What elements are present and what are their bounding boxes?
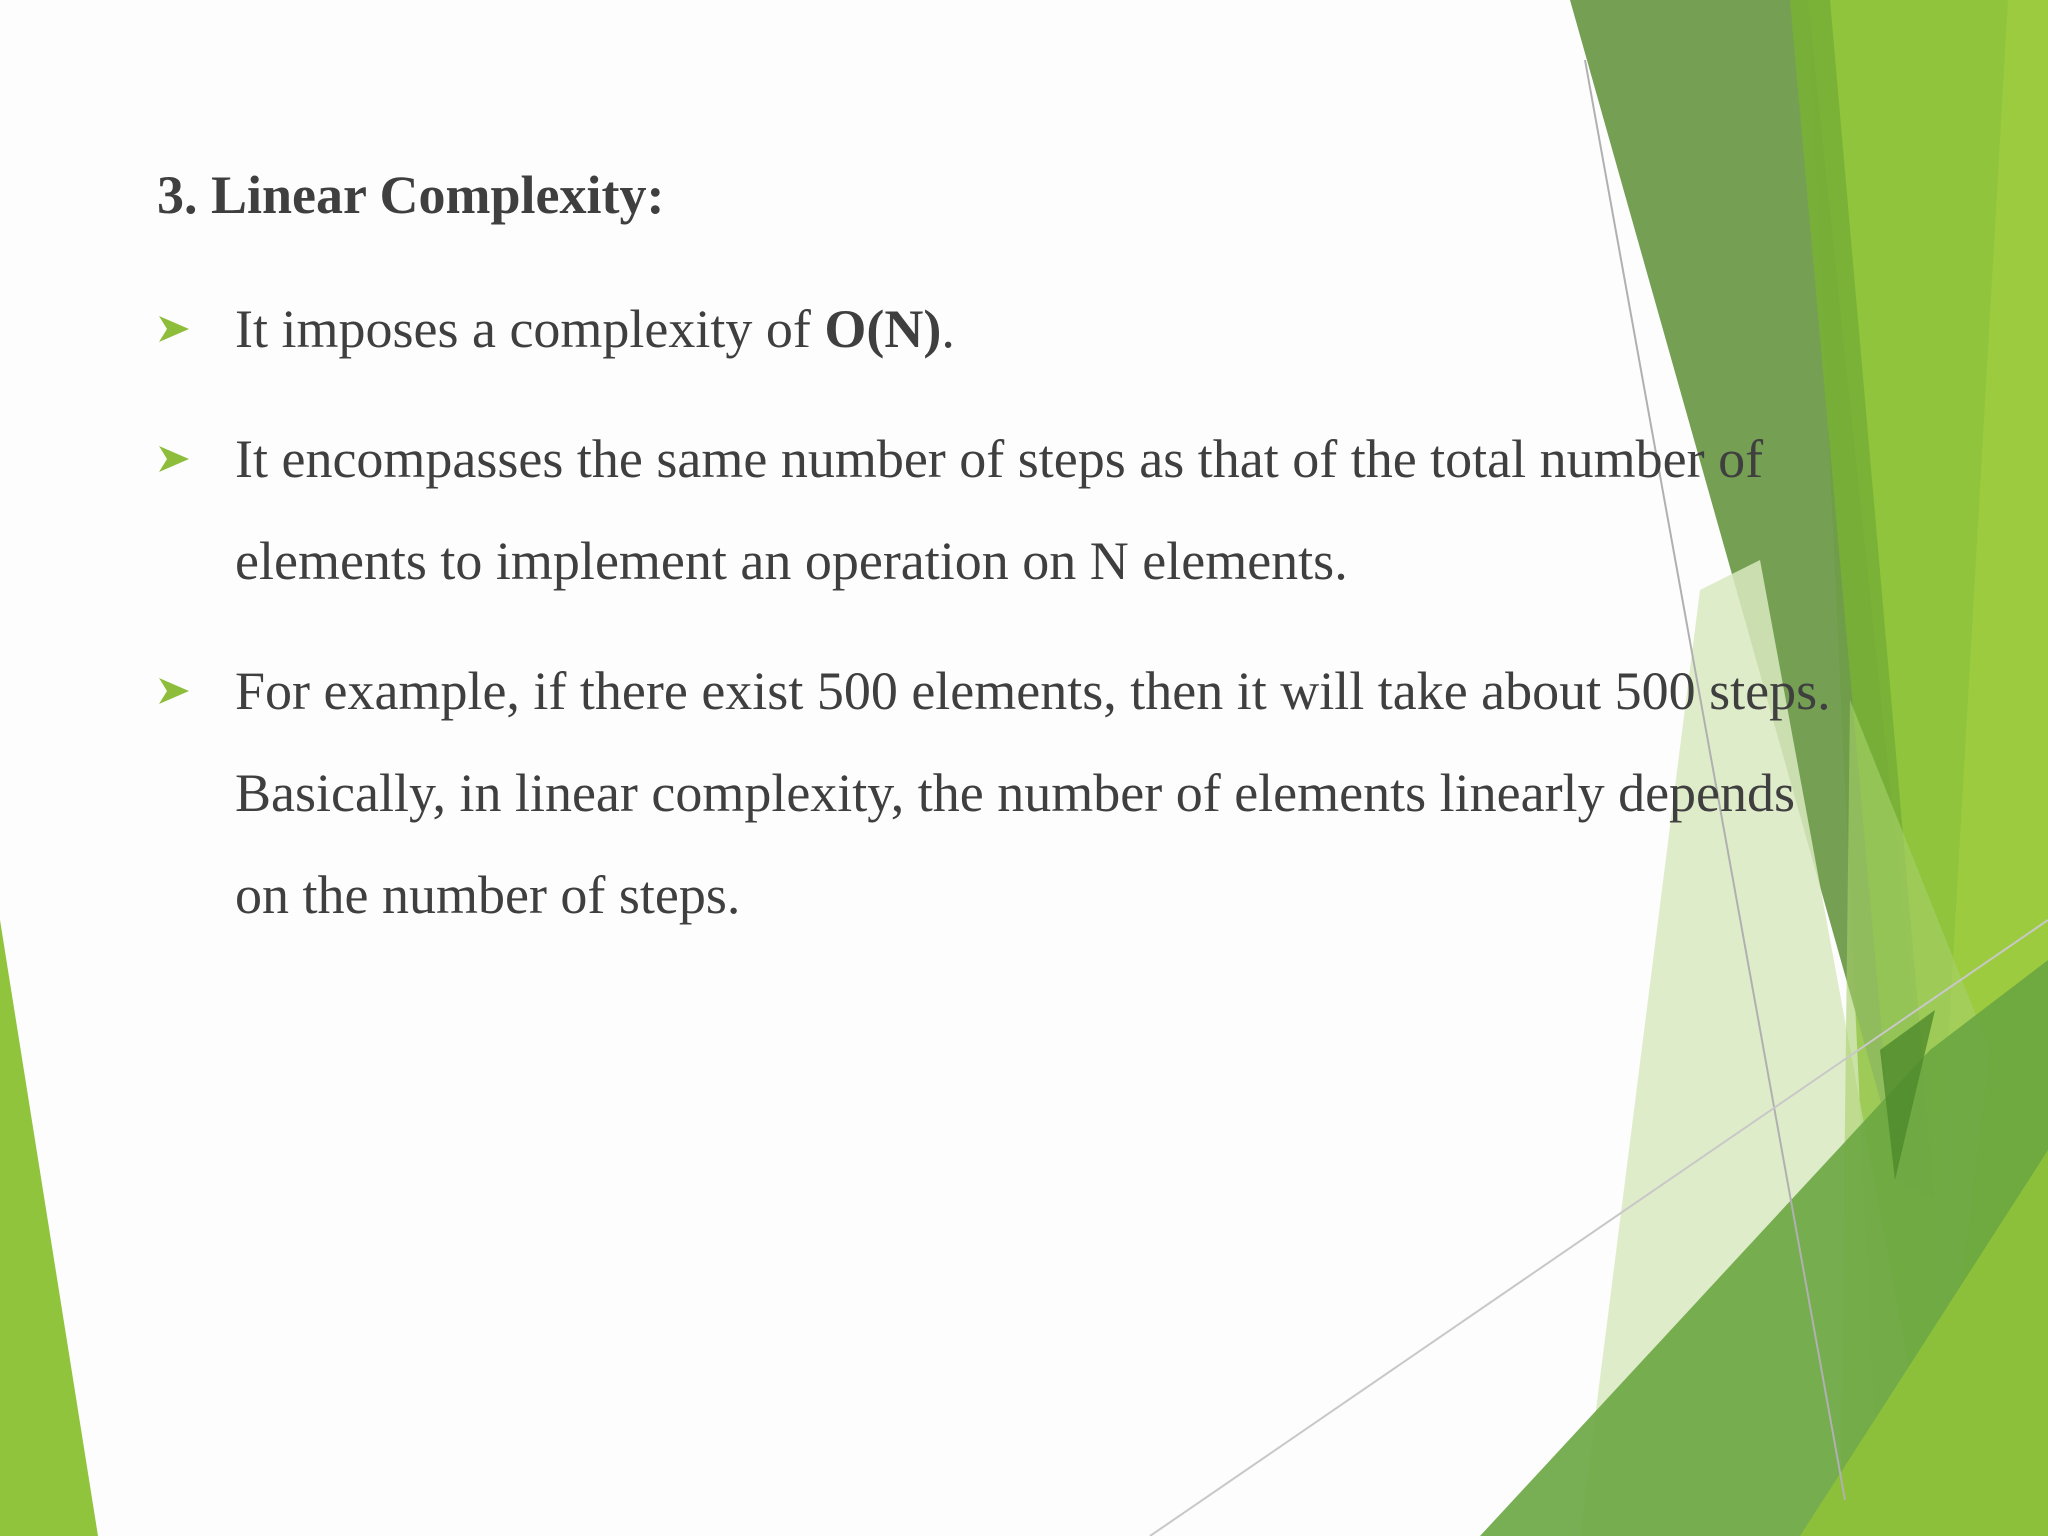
slide-content: [157, 160, 1857, 974]
bullet-item-steps: [157, 408, 1857, 612]
arrowhead-bullet-icon: [157, 674, 191, 708]
bullet-text-bold: O(N): [824, 299, 942, 359]
bullet-text: It encompasses the same number of steps as that of the total number of elements to implement an operation on N elements.: [235, 429, 1764, 591]
facet-left: [0, 920, 98, 1536]
bullet-text-after: .: [941, 299, 955, 359]
bullet-text-before: It imposes a complexity of: [235, 299, 825, 359]
bullet-item-complexity: [157, 278, 1857, 380]
arrowhead-bullet-icon: [157, 312, 191, 346]
bullet-item-example: [157, 640, 1857, 946]
bullet-text: For example, if there exist 500 elements, then it will take about 500 steps. Basically, in linear complexity, the number of elements linearly depends on the number of steps.: [235, 661, 1831, 925]
slide-heading: 3. Linear Complexity:: [157, 165, 665, 225]
arrowhead-bullet-icon: [157, 442, 191, 476]
